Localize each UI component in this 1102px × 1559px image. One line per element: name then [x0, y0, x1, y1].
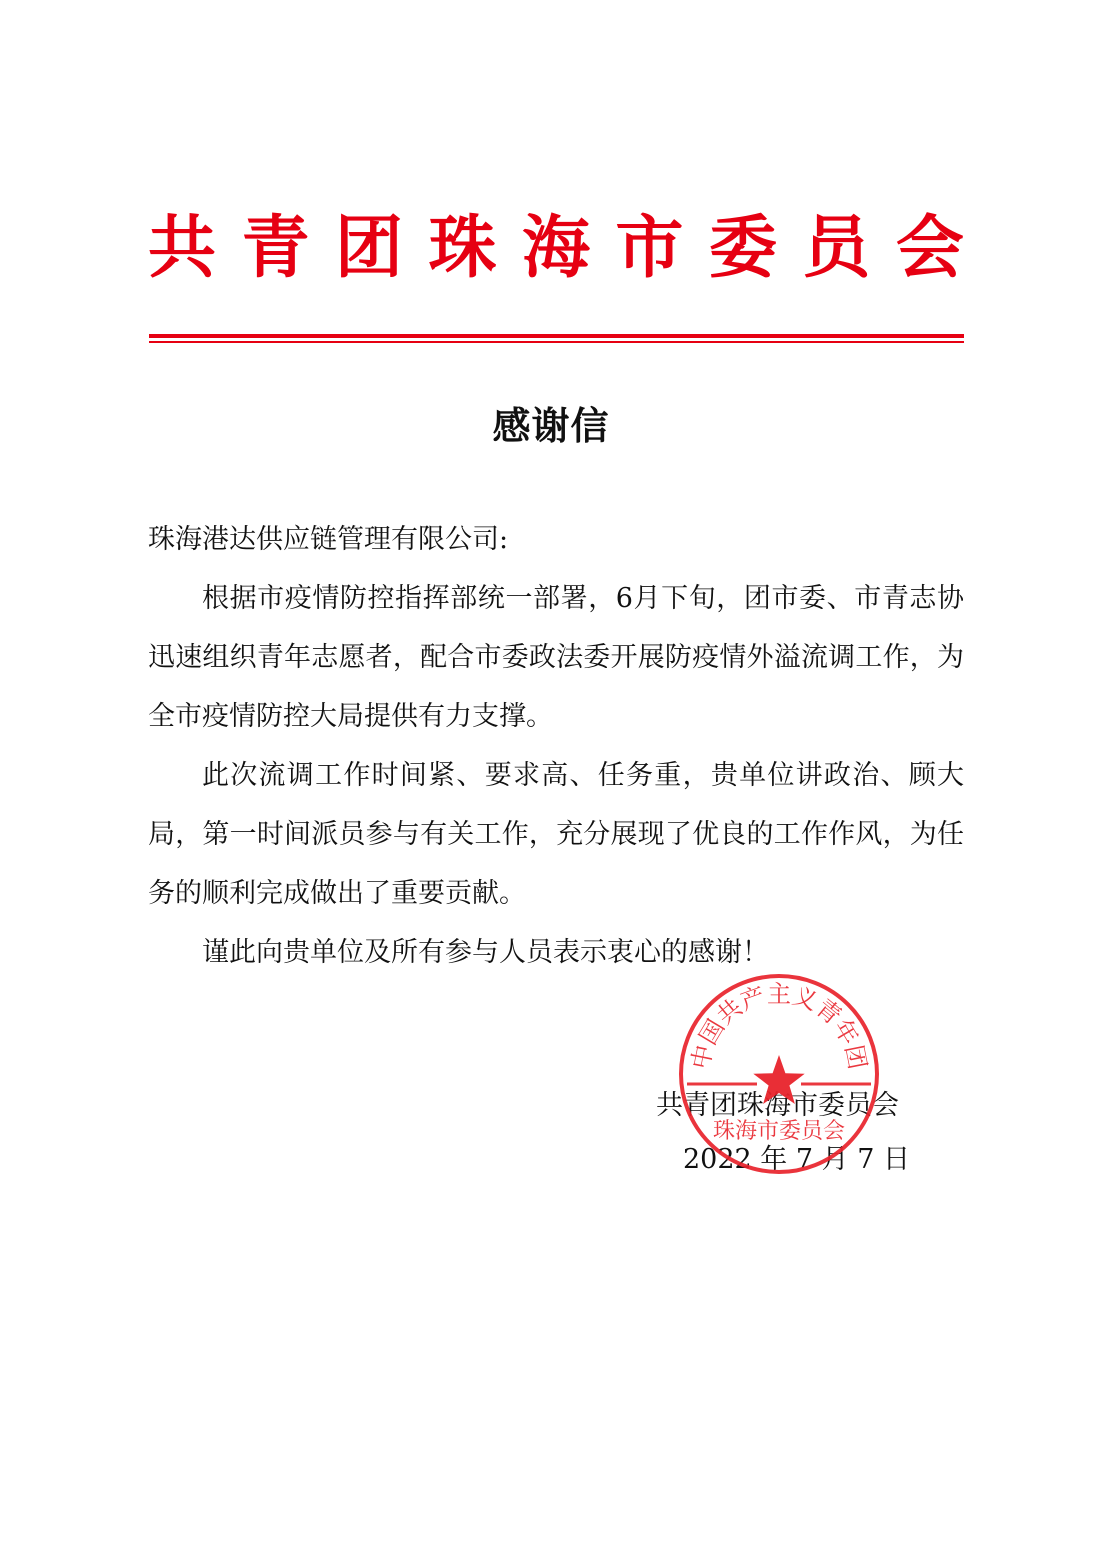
masthead	[148, 208, 964, 288]
masthead-char: 海	[521, 208, 590, 288]
masthead-char: 委	[708, 208, 777, 288]
masthead-char: 会	[895, 208, 964, 288]
masthead-char: 市	[615, 208, 684, 288]
masthead-char: 珠	[428, 208, 497, 288]
masthead-char: 青	[241, 208, 310, 288]
seal-inner-text: 珠海市委员会	[712, 1119, 846, 1144]
body-paragraph: 根据市疫情防控指挥部统一部署，6月下旬，团市委、市青志协迅速组织青年志愿者，配合市委政法委开展防疫情外溢流调工作，为全市疫情防控大局提供有力支撑。	[148, 583, 964, 732]
masthead-divider-thick	[149, 334, 964, 338]
official-seal	[677, 972, 881, 1176]
salutation: 珠海港达供应链管理有限公司:	[148, 524, 509, 555]
seal-outer-text: 中国共产主义青年团	[686, 980, 872, 1072]
masthead-char: 共	[148, 208, 217, 288]
signature-organization: 共青团珠海市委员会	[656, 1090, 899, 1121]
signature-date: 2022 年 7 月 7 日	[683, 1144, 910, 1175]
letter-body	[148, 510, 964, 982]
star-icon	[753, 1055, 804, 1104]
body-paragraph: 此次流调工作时间紧、要求高、任务重，贵单位讲政治、顾大局，第一时间派员参与有关工作，充分展现了优良的工作作风，为任务的顺利完成做出了重要贡献。	[148, 760, 964, 909]
masthead-divider-thin	[149, 341, 964, 343]
body-paragraph: 谨此向贵单位及所有参与人员表示衷心的感谢！	[202, 937, 769, 968]
masthead-char: 员	[802, 208, 871, 288]
masthead-char: 团	[334, 208, 403, 288]
letter-title: 感谢信	[492, 403, 610, 448]
